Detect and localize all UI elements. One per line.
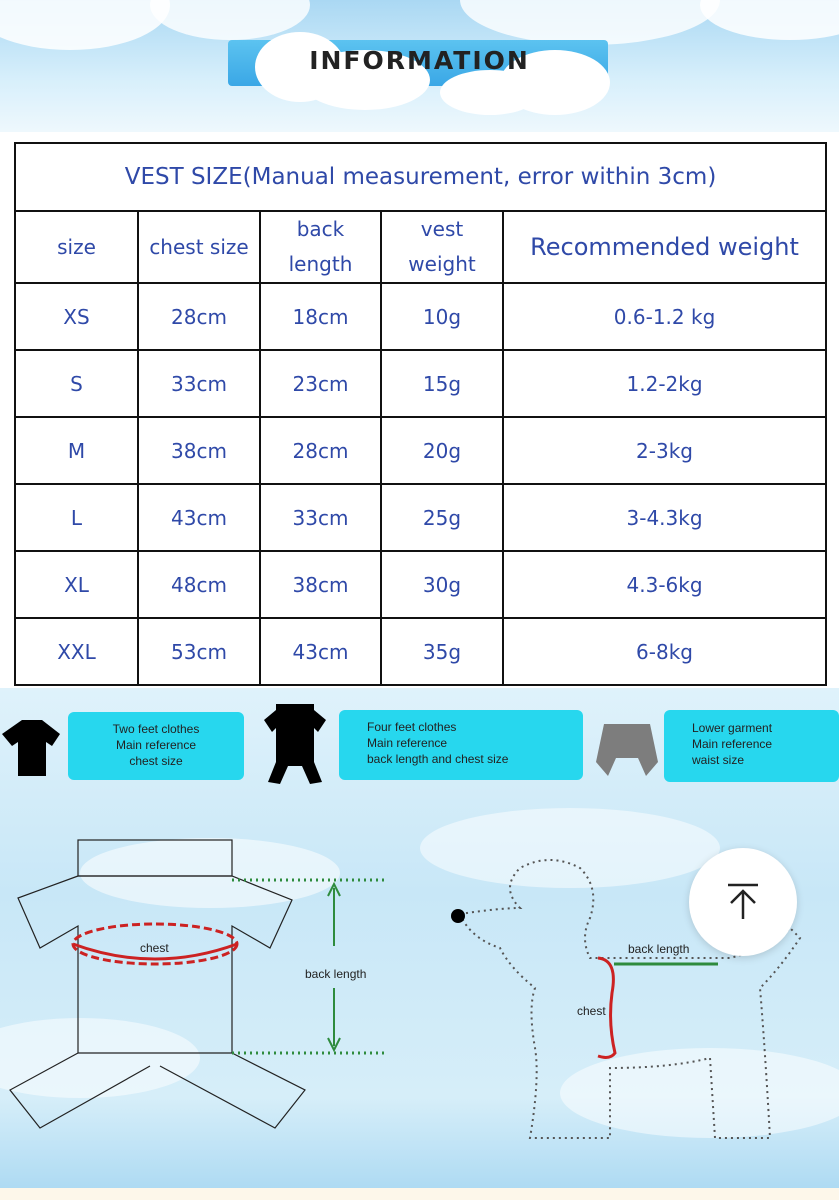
box3-line2: Main reference — [692, 737, 773, 751]
table-row — [15, 350, 826, 417]
box1-line2: Main reference — [115, 738, 197, 752]
cell-back: 23cm — [260, 350, 381, 417]
garment-diagram — [0, 828, 400, 1158]
dog-chest-label: chest — [577, 1004, 606, 1018]
table-row — [15, 484, 826, 551]
cell-chest: 43cm — [138, 484, 260, 551]
dog-back-length-label: back length — [628, 942, 690, 956]
cell-weight: 10g — [381, 283, 503, 350]
table-row — [15, 618, 826, 685]
cell-size: XS — [15, 283, 138, 350]
header-vest-weight: vest weight — [381, 211, 503, 283]
caption-row — [15, 143, 826, 211]
info-banner — [0, 0, 839, 132]
lower-garment-icon — [594, 722, 660, 778]
cell-recommended: 6-8kg — [503, 618, 826, 685]
box3-line1: Lower garment — [692, 721, 773, 735]
box3-line3: waist size — [692, 753, 745, 767]
table-caption: VEST SIZE(Manual measurement, error within 3cm) — [15, 143, 826, 211]
cell-weight: 30g — [381, 551, 503, 618]
header-chest: chest size — [138, 211, 260, 283]
two-feet-clothes-icon — [0, 716, 64, 780]
cell-size: XXL — [15, 618, 138, 685]
cell-size: M — [15, 417, 138, 484]
header-row — [15, 211, 826, 283]
cell-recommended: 4.3-6kg — [503, 551, 826, 618]
garment-back-length-label: back length — [305, 967, 367, 981]
cell-back: 28cm — [260, 417, 381, 484]
cell-weight: 20g — [381, 417, 503, 484]
header-recommended-weight: Recommended weight — [503, 211, 826, 283]
cell-back: 18cm — [260, 283, 381, 350]
box2-line3: back length and chest size — [367, 752, 509, 766]
cell-size: XL — [15, 551, 138, 618]
table-row — [15, 551, 826, 618]
cell-chest: 48cm — [138, 551, 260, 618]
cell-recommended: 3-4.3kg — [503, 484, 826, 551]
cell-size: S — [15, 350, 138, 417]
cell-back: 43cm — [260, 618, 381, 685]
cell-back: 33cm — [260, 484, 381, 551]
size-table — [14, 142, 827, 686]
cell-chest: 33cm — [138, 350, 260, 417]
box1-line3: chest size — [129, 754, 183, 768]
bottom-strip — [0, 1188, 839, 1200]
four-feet-clothes-icon — [262, 702, 328, 786]
lower-garment-info-box — [664, 710, 839, 782]
cell-weight: 25g — [381, 484, 503, 551]
banner-title: INFORMATION — [309, 46, 530, 75]
header-back-length: back length — [260, 211, 381, 283]
two-feet-info-box — [68, 712, 244, 780]
table-row — [15, 417, 826, 484]
scroll-to-top-button[interactable] — [689, 848, 797, 956]
garment-chest-label: chest — [140, 941, 169, 955]
cell-chest: 38cm — [138, 417, 260, 484]
box2-line1: Four feet clothes — [367, 720, 457, 734]
cell-recommended: 1.2-2kg — [503, 350, 826, 417]
cell-back: 38cm — [260, 551, 381, 618]
table-row — [15, 283, 826, 350]
four-feet-info-box — [339, 710, 583, 780]
cell-weight: 35g — [381, 618, 503, 685]
cell-recommended: 0.6-1.2 kg — [503, 283, 826, 350]
arrow-up-to-top-icon — [726, 882, 760, 922]
box2-line2: Main reference — [367, 736, 448, 750]
cell-weight: 15g — [381, 350, 503, 417]
cell-size: L — [15, 484, 138, 551]
header-size: size — [15, 211, 138, 283]
box1-line1: Two feet clothes — [112, 722, 200, 736]
cell-recommended: 2-3kg — [503, 417, 826, 484]
cell-chest: 53cm — [138, 618, 260, 685]
cell-chest: 28cm — [138, 283, 260, 350]
